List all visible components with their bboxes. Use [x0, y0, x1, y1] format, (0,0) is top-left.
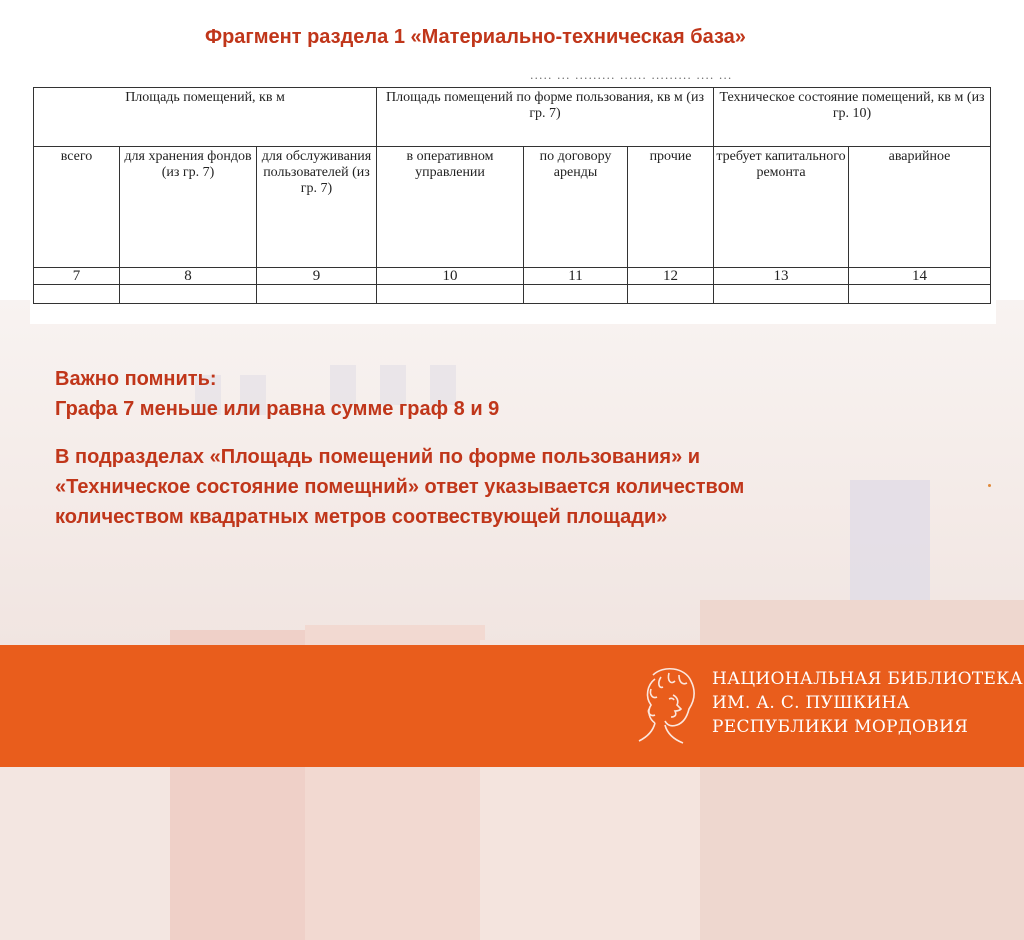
empty-cell [257, 285, 377, 304]
note-heading: Важно помнить: [55, 368, 217, 390]
column-number: 9 [257, 268, 377, 285]
note-text: количеством квадратных метров соотвествующей площади» [55, 506, 668, 528]
column-header: всего [34, 147, 120, 268]
building-window [850, 480, 930, 600]
scanned-form-table [30, 70, 996, 324]
column-header: требует капитального ремонта [714, 147, 849, 268]
column-header: для обслуживания пользователей (из гр. 7) [257, 147, 377, 268]
library-name-line: РЕСПУБЛИКИ МОРДОВИЯ [712, 717, 969, 737]
group-header-condition: Техническое состояние помещений, кв м (из гр. 10) [714, 88, 991, 147]
column-number: 8 [120, 268, 257, 285]
pushkin-portrait-logo [633, 665, 705, 745]
notes-block [55, 364, 744, 532]
group-header-area: Площадь помещений, кв м [34, 88, 377, 147]
column-number: 14 [849, 268, 991, 285]
form-table [33, 87, 991, 304]
column-number: 11 [524, 268, 628, 285]
column-header: для хранения фондов (из гр. 7) [120, 147, 257, 268]
library-name [712, 667, 1023, 739]
empty-cell [524, 285, 628, 304]
column-header: аварийное [849, 147, 991, 268]
note-text: «Техническое состояние помещний» ответ указывается количеством [55, 476, 745, 498]
library-name-line: ИМ. А. С. ПУШКИНА [712, 693, 910, 713]
spacer [55, 424, 744, 442]
decorative-dot [988, 484, 991, 487]
note-rule: Графа 7 меньше или равна сумме граф 8 и 9 [55, 398, 500, 420]
empty-cell [628, 285, 714, 304]
empty-cell [849, 285, 991, 304]
column-header: прочие [628, 147, 714, 268]
group-header-usage: Площадь помещений по форме пользования, кв м (из гр. 7) [377, 88, 714, 147]
column-header: по договору аренды [524, 147, 628, 268]
column-number: 12 [628, 268, 714, 285]
note-text: В подразделах «Площадь помещений по форме пользования» и [55, 446, 701, 468]
library-name-line: НАЦИОНАЛЬНАЯ БИБЛИОТЕКА [712, 669, 1023, 689]
column-number: 13 [714, 268, 849, 285]
empty-cell [34, 285, 120, 304]
column-header: в оперативном управлении [377, 147, 524, 268]
empty-cell [120, 285, 257, 304]
column-number: 7 [34, 268, 120, 285]
empty-cell [714, 285, 849, 304]
slide-title: Фрагмент раздела 1 «Материально-техническая база» [205, 26, 746, 48]
column-number: 10 [377, 268, 524, 285]
empty-cell [377, 285, 524, 304]
scan-edge-artifact: ····· ··· ········· ······ ········· ···· ··· [530, 72, 733, 85]
